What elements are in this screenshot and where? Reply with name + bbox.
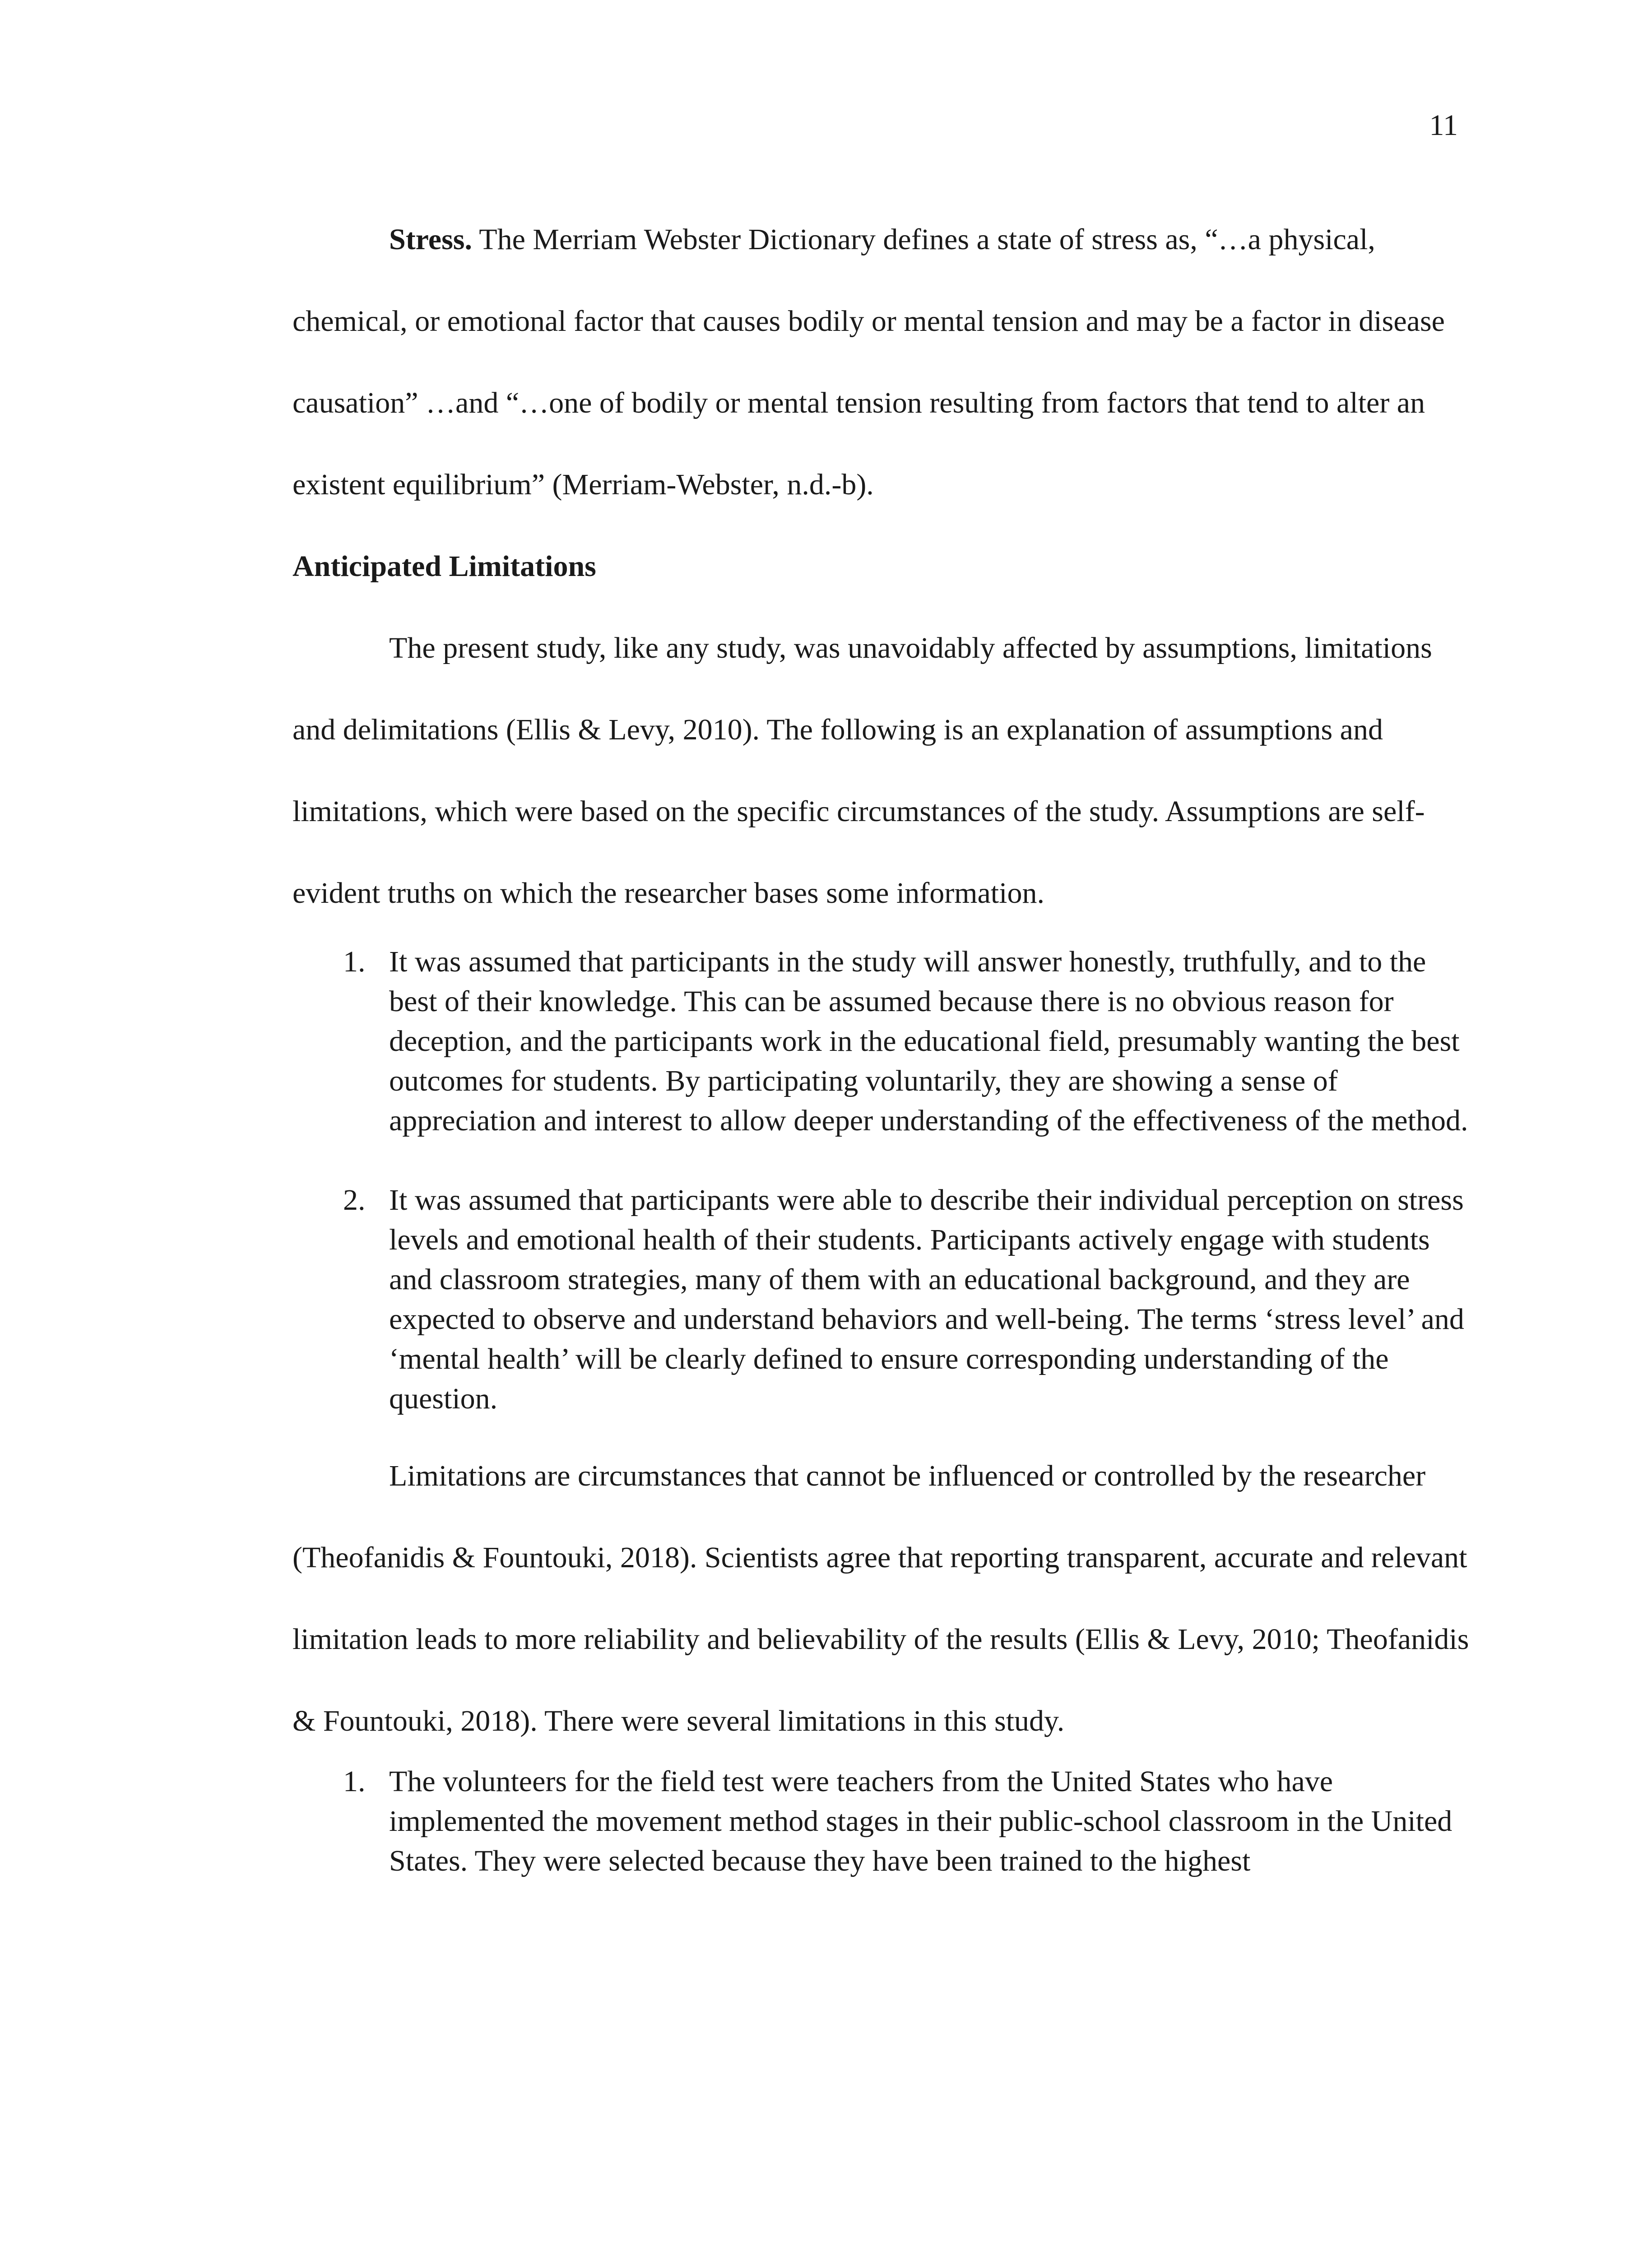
list-item-text: It was assumed that participants in the study will answer honestly, truthfully, and to the best of their knowledge. This can be assumed because there is no obvious reason for deception, and the participants work in the educational field, presumably wanting the best outcomes for students. By participating voluntarily, they are showing a sense of appreciation and interest to allow deeper understanding of the effectiveness of the method.: [389, 945, 1468, 1137]
limitations-intro-paragraph: Limitations are circumstances that cannot be influenced or controlled by the researcher (Theofanidis & Fountouki, 2018). Scientists agree that reporting transparent, accurate and relevant limitation leads to more reliability and believability of the results (Ellis & Levy, 2010; Theofanidis & Fountouki, 2018). There were several limitations in this study.: [292, 1459, 1469, 1737]
list-item-text: The volunteers for the field test were teachers from the United States who have implemented the movement method stages in their public-school classroom in the United States. They were selected because they have been trained to the highest: [389, 1765, 1452, 1877]
list-item-number: 2.: [343, 1184, 366, 1217]
limitations-list: [292, 1762, 1475, 1881]
list-item-text: It was assumed that participants were able to describe their individual perception on stress levels and emotional health of their students. Participants actively engage with students and classroom strategies, many of them with an educational background, and they are expected to observe and understand behaviors and well-being. The terms ‘stress level’ and ‘mental health’ will be clearly defined to ensure corresponding understanding of the question.: [389, 1184, 1464, 1415]
section-heading: Anticipated Limitations: [292, 550, 596, 583]
list-item: [292, 1180, 1475, 1419]
list-item: [292, 1762, 1475, 1881]
stress-definition-paragraph: [292, 199, 1475, 525]
list-item-number: 1.: [343, 945, 366, 978]
list-item-number: 1.: [343, 1765, 366, 1798]
stress-term: Stress.: [389, 223, 472, 256]
stress-definition-text: The Merriam Webster Dictionary defines a state of stress as, “…a physical, chemical, or emotional factor that causes bodily or mental tension and may be a factor in disease causation” …and “…one of bodily or mental tension resulting from factors that tend to alter an existent equilibrium” (Merriam-Webster, n.d.-b).: [292, 223, 1445, 501]
page-number: 11: [1429, 109, 1458, 142]
assumptions-list: [292, 942, 1475, 1419]
page-content: [292, 199, 1475, 1881]
assumptions-intro-paragraph: The present study, like any study, was unavoidably affected by assumptions, limitations and delimitations (Ellis & Levy, 2010). The following is an explanation of assumptions and limitations, which were based on the specific circumstances of the study. Assumptions are self-evident truths on which the researcher bases some information.: [292, 632, 1432, 910]
list-item: [292, 942, 1475, 1141]
